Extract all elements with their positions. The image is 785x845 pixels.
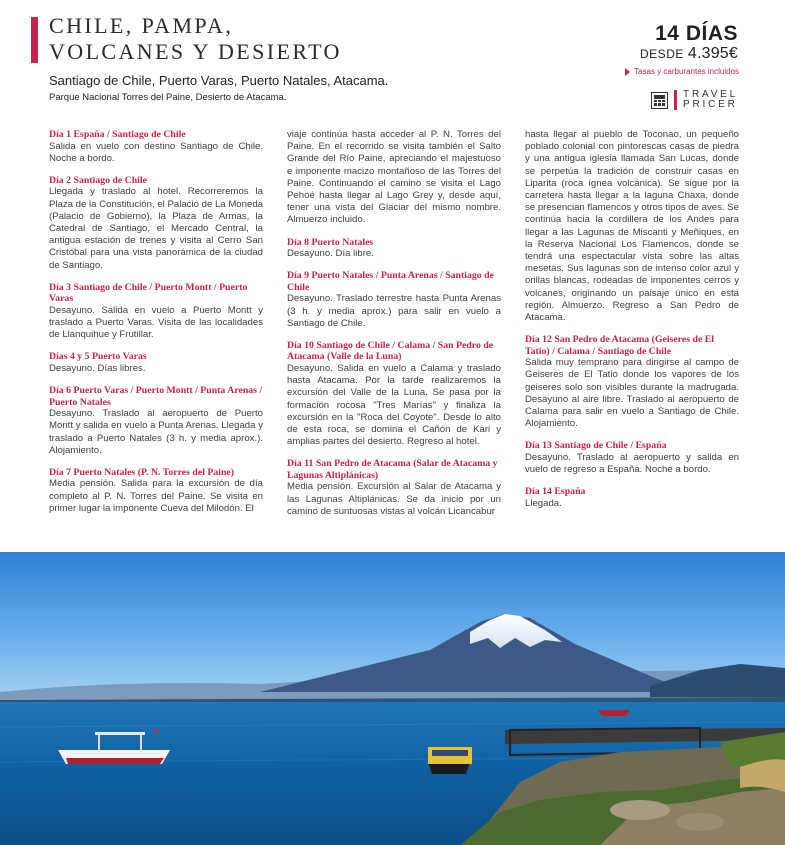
duration-label: 14 DÍAS: [655, 22, 738, 45]
day-title: Día 6 Puerto Varas / Puerto Montt / Punta Arenas / Puerto Natales: [49, 385, 263, 408]
itinerary-column-2: [287, 129, 501, 528]
day-text: Llegada.: [525, 497, 562, 509]
price-row: [640, 45, 738, 63]
title-accent-bar: [31, 17, 38, 63]
day-title: Día 14 España: [525, 486, 586, 498]
day-text: Desayuno. Traslado al aeropuerto de Puerto Montt y salida en vuelo a Punta Arenas. Llegada y traslado a Puerto Natales (3 h. y media aprox.). Alojamiento.: [49, 408, 263, 456]
itinerary-column-3: [525, 129, 739, 520]
day-title: Día 9 Puerto Natales / Punta Arenas / Santiago de Chile: [287, 270, 494, 293]
day-text: Salida muy temprano para dirigirse al campo de Geiseres de El Tatio donde los vapores de los geiseres solo son visibles durante la madrugada. Desayuno al aire libre. Traslado al aeropuerto de Calama para salir en vuelo a Santiago de Chile. Alojamiento.: [525, 357, 739, 430]
day-entry: [287, 237, 501, 261]
day-text: Desayuno. Traslado al aeropuerto y salida en vuelo de regreso a España. Noche a bordo.: [525, 451, 739, 476]
taxes-note[interactable]: [625, 67, 739, 76]
day-entry: [49, 129, 263, 165]
day-text-continued: viaje continúa hasta acceder al P. N. Torres del Paine. En el recorrido se visita también el Salto Grande del Río Paine, apreciando el majestuoso e imponente macizo montañoso de las Torres del Paine. Continuando el camino se visita el Lago Pehoé hasta llegar al Lago Grey y, desde aquí, tener una vista del Glaciar del mismo nombre. Almuerzo incluido.: [287, 129, 501, 226]
day-entry: [49, 385, 263, 457]
day-title: Días 4 y 5 Puerto Varas: [49, 351, 147, 363]
day-text: Media pensión. Salida para la excursión de día completo al P. N. Torres del Paine. Se visita en primer lugar la imponente Cueva del Milodón. El: [49, 478, 263, 514]
badge-line-2: PRICER: [683, 99, 738, 110]
day-title: Día 12 San Pedro de Atacama (Geiseres de El Tatio) / Calama / Santiago de Chile: [525, 334, 715, 357]
title-line-2: VOLCANES Y DESIERTO: [49, 39, 342, 64]
day-text: Desayuno. Salida en vuelo a Calama y traslado hasta Atacama. Por la tarde realizaremos la excursión del Valle de la Luna. Se pasa por la formación rocosa "Tres Marías" y finaliza la excursión en la "Roca del Coyote". Desde lo alto de esta roca, se domina el Cañón de Kari y amplias partes del desierto. Regreso al hotel.: [287, 362, 501, 448]
day-text: Desayuno. Días libres.: [49, 362, 146, 374]
highlights-subtitle: Parque Nacional Torres del Paine, Desierto de Atacama.: [49, 92, 287, 103]
day-entry: [287, 270, 501, 330]
day-text: Desayuno. Salida en vuelo a Puerto Montt y traslado a Puerto Varas. Visita de las localidades de Llanquihue y Frutillar.: [49, 304, 263, 341]
from-label: DESDE: [640, 47, 684, 61]
lake-volcano-photo: [0, 552, 785, 845]
badge-line-1: TRAVEL: [683, 89, 738, 100]
day-title: Día 1 España / Santiago de Chile: [49, 129, 186, 140]
title-line-1: CHILE, PAMPA,: [49, 13, 234, 38]
day-title: Día 8 Puerto Natales: [287, 236, 374, 248]
day-text-continued: hasta llegar al pueblo de Toconao, un pequeño poblado colonial con pintorescas casas de piedra y una antigua iglesia llamada San Lucas, donde se perpetúa la tradición de construir casas en Liparita (roca ígnea volcánica). Se sigue por la carretera hasta llegar a la laguna Chaxa, donde se presencian flamencos y otros tipos de aves. Se continúa hacia la cordillera de los Andes para llegar a las Lagunas de Miscanti y Meñiques, en la Reserva Nacional Los Flamencos, donde se tendrá una espectacular vista sobre las altas mesetas. Sus lagunas son de intenso color azul y orillas blancas, rodeadas de imponentes cerros y volcanes, originando un paisaje único en esta región. Almuerzo. Regreso a San Pedro de Atacama.: [525, 129, 739, 324]
day-entry: [49, 467, 263, 515]
page-title: [49, 13, 342, 65]
badge-divider: [674, 90, 677, 110]
travel-pricer-badge: [651, 90, 738, 110]
day-entry: [49, 351, 263, 375]
itinerary-column-1: [49, 129, 263, 525]
day-text: Llegada y traslado al hotel. Recorreremos la Plaza de la Constitución, el Palacio de La Moneda (Palacio de Gobierno), la Plaza de Armas, la Catedral de Santiago, el Mercado Central, la antigua estación de trenes y visita al Cerro San Cristóbal para una vista panorámica de la ciudad de Santiago.: [49, 186, 263, 271]
badge-text: [683, 90, 738, 110]
day-entry: [287, 340, 501, 448]
destinations-subtitle: Santiago de Chile, Puerto Varas, Puerto Natales, Atacama.: [49, 73, 389, 88]
day-entry: [49, 282, 263, 342]
day-text: Salida en vuelo con destino Santiago de Chile. Noche a bordo.: [49, 140, 263, 164]
day-entry: [525, 440, 739, 476]
day-title: Día 10 Santiago de Chile / Calama / San Pedro de Atacama (Valle de la Luna): [287, 339, 494, 363]
day-text: Desayuno. Traslado terrestre hasta Punta Arenas (3 h. y media aprox.) para salir en vuelo a Santiago de Chile.: [287, 293, 501, 329]
day-text: Media pensión. Excursión al Salar de Atacama y las Lagunas Altiplánicas. Se da inicio por un camino de suntuosas vistas al volcán Licancabur: [287, 481, 501, 517]
day-title: Día 3 Santiago de Chile / Puerto Montt / Puerto Varas: [49, 281, 248, 305]
day-title: Día 7 Puerto Natales (P. N. Torres del Paine): [49, 466, 235, 478]
day-title: Día 2 Santiago de Chile: [49, 174, 147, 186]
calculator-icon: [651, 92, 668, 109]
taxes-note-text: Tasas y carburantes incluidos: [634, 67, 739, 76]
day-title: Día 11 San Pedro de Atacama (Salar de Atacama y Lagunas Altiplánicas): [287, 458, 498, 481]
day-entry: [287, 458, 501, 518]
day-title: Día 13 Santiago de Chile / España: [525, 440, 667, 452]
price-amount: 4.395€: [687, 45, 738, 62]
day-text: Desayuno. Día libre.: [287, 248, 374, 260]
day-entry: [525, 486, 739, 510]
day-entry: [525, 334, 739, 430]
day-entry: [49, 175, 263, 272]
arrow-right-icon: [625, 68, 630, 76]
